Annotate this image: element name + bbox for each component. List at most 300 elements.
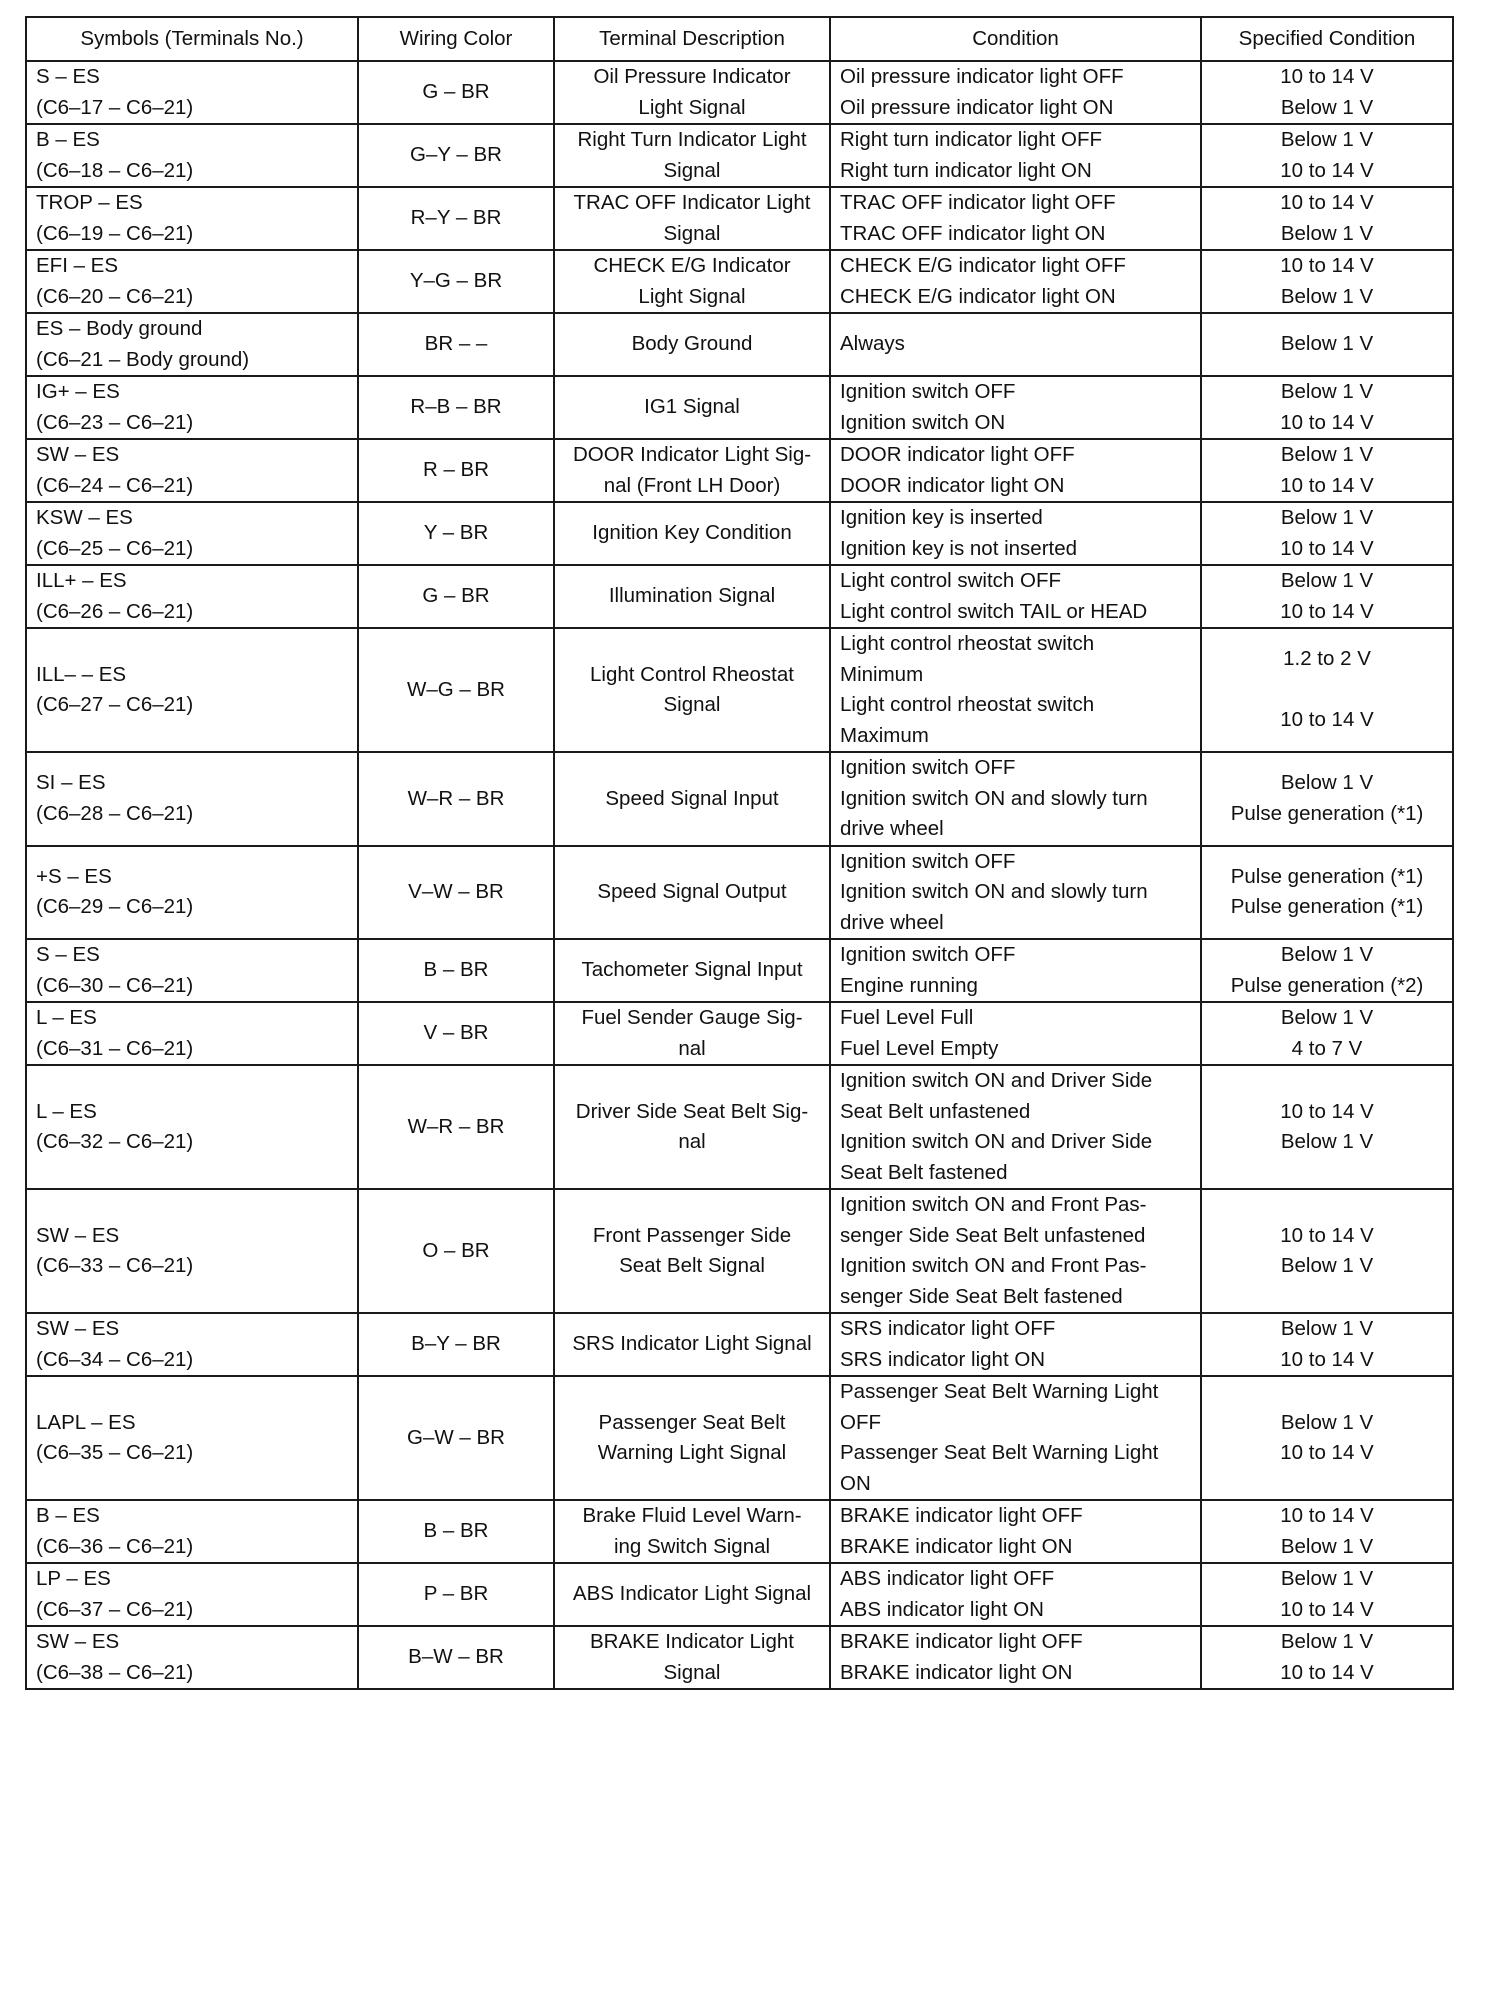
specified-condition (1201, 376, 1453, 439)
terminal-description-line: DOOR Indicator Light Sig- (572, 443, 812, 466)
specified-condition-line: Below 1 V (1280, 569, 1374, 592)
specified-condition-line: 10 to 14 V (1280, 1347, 1374, 1371)
wiring-color: V – BR (358, 1002, 554, 1065)
condition-line: BRAKE indicator light OFF (840, 1630, 1083, 1653)
table-row (26, 313, 1453, 376)
terminal-description-line: Signal (663, 221, 721, 245)
condition (830, 187, 1201, 250)
condition-line: Ignition switch ON and Driver Side (840, 1069, 1153, 1092)
terminal-symbol-line: SW – ES (36, 1630, 120, 1653)
terminal-symbol-line: (C6–26 – C6–21) (36, 599, 194, 623)
wiring-color: BR – – (358, 313, 554, 376)
specified-condition (1201, 1002, 1453, 1065)
terminal-description-line: nal (678, 1036, 706, 1060)
specified-condition (1201, 313, 1453, 376)
condition-line: senger Side Seat Belt unfastened (840, 1223, 1146, 1247)
terminal-description-line: Fuel Sender Gauge Sig- (581, 1006, 803, 1029)
condition (830, 1500, 1201, 1563)
specified-condition-line: 10 to 14 V (1280, 191, 1374, 214)
specified-condition-line: 10 to 14 V (1280, 1597, 1374, 1621)
condition (830, 439, 1201, 502)
condition-line: Oil pressure indicator light ON (840, 95, 1114, 119)
table-row (26, 439, 1453, 502)
terminal-symbol (26, 1189, 358, 1313)
terminal-symbol-line: (C6–30 – C6–21) (36, 973, 194, 997)
terminal-symbol (26, 376, 358, 439)
terminal-symbol (26, 1002, 358, 1065)
table-row (26, 1500, 1453, 1563)
condition-line: Ignition switch OFF (840, 849, 1016, 873)
terminal-description (554, 565, 830, 628)
terminal-description (554, 439, 830, 502)
condition-line: Light control rheostat switch (840, 693, 1095, 716)
condition-line: Ignition switch ON and Front Pas- (840, 1193, 1147, 1216)
table-row (26, 1563, 1453, 1626)
condition-line: Right turn indicator light ON (840, 158, 1092, 182)
condition-line: Ignition key is not inserted (840, 536, 1078, 560)
condition (830, 752, 1201, 846)
table-row (26, 1626, 1453, 1689)
specified-condition-line: 10 to 14 V (1280, 158, 1374, 182)
wiring-color: V–W – BR (358, 846, 554, 940)
specified-condition-line: Below 1 V (1280, 128, 1374, 151)
terminal-symbol-line: (C6–24 – C6–21) (36, 473, 194, 497)
terminal-description-line: Speed Signal Input (605, 786, 779, 810)
condition-line: Fuel Level Empty (840, 1036, 999, 1060)
specified-condition-line: Below 1 V (1280, 1410, 1374, 1434)
terminal-description (554, 1500, 830, 1563)
terminal-symbol-line: KSW – ES (36, 506, 133, 529)
terminal-description-line: Body Ground (631, 332, 753, 356)
specified-condition (1201, 439, 1453, 502)
wiring-color: O – BR (358, 1189, 554, 1313)
terminal-description-line: Illumination Signal (608, 584, 776, 608)
table-row (26, 752, 1453, 846)
terminal-description (554, 1002, 830, 1065)
condition-line: Maximum (840, 723, 929, 747)
condition (830, 1313, 1201, 1376)
table-row (26, 187, 1453, 250)
condition-line: Oil pressure indicator light OFF (840, 65, 1124, 88)
terminal-symbol (26, 1313, 358, 1376)
terminal-symbol-line: L – ES (36, 1006, 97, 1029)
condition (830, 628, 1201, 752)
header-symbols: Symbols (Terminals No.) (26, 17, 358, 61)
specified-condition (1201, 939, 1453, 1002)
condition (830, 846, 1201, 940)
wiring-color: G–Y – BR (358, 124, 554, 187)
terminal-description-line: nal (678, 1130, 706, 1153)
terminal-description-line: Speed Signal Output (597, 880, 787, 903)
wiring-color: R–B – BR (358, 376, 554, 439)
terminal-description (554, 1313, 830, 1376)
table-row (26, 565, 1453, 628)
specified-condition (1201, 1313, 1453, 1376)
condition-line: Light control switch OFF (840, 569, 1062, 592)
table-row (26, 61, 1453, 124)
terminal-symbol (26, 1065, 358, 1189)
specified-condition (1201, 1065, 1453, 1189)
specified-condition-line: Below 1 V (1280, 506, 1374, 529)
table-row (26, 628, 1453, 752)
table-row (26, 502, 1453, 565)
specified-condition-line: 10 to 14 V (1280, 65, 1374, 88)
terminal-description (554, 752, 830, 846)
terminal-description (554, 1065, 830, 1189)
terminal-description-line: BRAKE Indicator Light (590, 1630, 794, 1653)
terminal-description-line: Warning Light Signal (597, 1441, 787, 1464)
terminal-description-line: Light Signal (638, 95, 746, 119)
terminal-symbol-line: (C6–37 – C6–21) (36, 1597, 194, 1621)
condition (830, 502, 1201, 565)
specified-condition-line: Below 1 V (1280, 443, 1374, 466)
terminal-symbol-line: S – ES (36, 65, 100, 88)
terminal-symbol-line: (C6–18 – C6–21) (36, 158, 194, 182)
condition-line: Engine running (840, 973, 978, 997)
wiring-color: Y–G – BR (358, 250, 554, 313)
terminal-symbol-line: ILL– – ES (36, 662, 127, 686)
condition (830, 313, 1201, 376)
specified-condition-line: 10 to 14 V (1280, 599, 1374, 623)
specified-condition-line: 1.2 to 2 V (1283, 647, 1371, 671)
condition (830, 1626, 1201, 1689)
terminal-description (554, 124, 830, 187)
terminal-symbol (26, 250, 358, 313)
terminal-symbol-line: TROP – ES (36, 191, 143, 214)
terminal-symbol-line: (C6–33 – C6–21) (36, 1254, 194, 1277)
specified-condition (1201, 1563, 1453, 1626)
terminal-description (554, 939, 830, 1002)
terminal-symbol (26, 939, 358, 1002)
terminal-symbol-line: (C6–19 – C6–21) (36, 221, 194, 245)
condition (830, 1002, 1201, 1065)
condition-line: Ignition switch OFF (840, 380, 1016, 403)
specified-condition (1201, 1376, 1453, 1500)
terminal-symbol-line: SW – ES (36, 1317, 120, 1340)
terminal-description-line: CHECK E/G Indicator (593, 254, 791, 277)
terminal-description-line: Ignition Key Condition (592, 521, 792, 545)
table-row (26, 1189, 1453, 1313)
specified-condition (1201, 1189, 1453, 1313)
terminal-description-line: Brake Fluid Level Warn- (582, 1504, 802, 1527)
specified-condition-line: Below 1 V (1280, 1534, 1374, 1558)
specified-condition-line: Below 1 V (1280, 771, 1374, 795)
terminal-symbol (26, 1500, 358, 1563)
terminal-symbol-line: L – ES (36, 1099, 97, 1123)
terminal-description-line: Passenger Seat Belt (598, 1410, 786, 1434)
condition-line: Ignition key is inserted (840, 506, 1043, 529)
condition-line: Light control switch TAIL or HEAD (840, 599, 1148, 623)
terminal-symbol-line: (C6–23 – C6–21) (36, 410, 194, 434)
terminal-description-line: nal (Front LH Door) (603, 473, 781, 497)
condition-line: Minimum (840, 662, 924, 686)
specified-condition-line: 10 to 14 V (1280, 1223, 1374, 1247)
condition-line: Fuel Level Full (840, 1006, 974, 1029)
terminal-description-line: Seat Belt Signal (619, 1254, 765, 1277)
condition-line: TRAC OFF indicator light ON (840, 221, 1106, 245)
wiring-color: P – BR (358, 1563, 554, 1626)
condition-line: Always (840, 332, 905, 356)
header-wiring-color: Wiring Color (358, 17, 554, 61)
specified-condition-line: Below 1 V (1280, 380, 1374, 403)
terminal-symbol-line: B – ES (36, 1504, 100, 1527)
condition-line: ABS indicator light OFF (840, 1567, 1055, 1590)
terminal-symbol-line: LAPL – ES (36, 1410, 136, 1434)
terminal-description-line: Oil Pressure Indicator (593, 65, 791, 88)
specified-condition-line: 10 to 14 V (1280, 1441, 1374, 1464)
terminal-symbol-line: (C6–28 – C6–21) (36, 801, 194, 825)
terminal-symbol-line: (C6–35 – C6–21) (36, 1441, 194, 1464)
condition-line: SRS indicator light ON (840, 1347, 1046, 1371)
terminal-symbol-line: ES – Body ground (36, 317, 203, 340)
condition-line: BRAKE indicator light ON (840, 1660, 1073, 1684)
specified-condition-line: Below 1 V (1280, 1254, 1374, 1277)
specified-condition-line: Below 1 V (1280, 1130, 1374, 1153)
terminal-description-line: Driver Side Seat Belt Sig- (575, 1099, 809, 1123)
terminal-symbol-line: (C6–38 – C6–21) (36, 1660, 194, 1684)
condition (830, 565, 1201, 628)
specified-condition (1201, 124, 1453, 187)
condition-line: TRAC OFF indicator light OFF (840, 191, 1116, 214)
wiring-color: B–Y – BR (358, 1313, 554, 1376)
terminal-symbol-line: SW – ES (36, 1223, 120, 1247)
terminal-symbol-line: +S – ES (36, 864, 112, 888)
terminal-description-line: Right Turn Indicator Light (577, 128, 807, 151)
condition (830, 1563, 1201, 1626)
table-row (26, 939, 1453, 1002)
specified-condition (1201, 187, 1453, 250)
terminal-description-line: Tachometer Signal Input (581, 958, 803, 982)
terminal-description (554, 1376, 830, 1500)
terminal-symbol-line: IG+ – ES (36, 380, 120, 403)
wiring-color: G – BR (358, 61, 554, 124)
header-terminal-description: Terminal Description (554, 17, 830, 61)
wiring-color: W–R – BR (358, 752, 554, 846)
terminal-description-line: ABS Indicator Light Signal (572, 1582, 812, 1606)
terminal-description (554, 313, 830, 376)
terminal-symbol-line: EFI – ES (36, 254, 119, 277)
condition (830, 1065, 1201, 1189)
specified-condition (1201, 1626, 1453, 1689)
condition (830, 1189, 1201, 1313)
condition-line: Ignition switch OFF (840, 943, 1016, 966)
condition-line: Ignition switch ON and slowly turn (840, 880, 1148, 903)
condition (830, 61, 1201, 124)
specified-condition-line: 10 to 14 V (1280, 410, 1374, 434)
specified-condition-line: 10 to 14 V (1280, 254, 1374, 277)
specified-condition-line: Pulse generation (*1) (1230, 895, 1424, 919)
specified-condition-line (1211, 675, 1443, 706)
specified-condition-line: 10 to 14 V (1280, 1504, 1374, 1527)
terminal-description-line: Signal (663, 693, 721, 716)
specified-condition-line: Pulse generation (*1) (1230, 801, 1424, 825)
terminal-symbol-line: LP – ES (36, 1567, 111, 1590)
condition-line: Ignition switch ON and slowly turn (840, 786, 1148, 810)
condition-line: SRS indicator light OFF (840, 1317, 1056, 1340)
terminal-symbol-line: (C6–29 – C6–21) (36, 895, 194, 919)
condition-line: Seat Belt fastened (840, 1160, 1008, 1184)
table-row (26, 846, 1453, 940)
header-condition: Condition (830, 17, 1201, 61)
terminal-description-line: SRS Indicator Light Signal (572, 1332, 812, 1356)
condition-line: drive wheel (840, 910, 944, 934)
terminal-symbol-line: SI – ES (36, 771, 106, 795)
specified-condition (1201, 846, 1453, 940)
terminal-description (554, 376, 830, 439)
wiring-color: B – BR (358, 1500, 554, 1563)
terminal-description-line: TRAC OFF Indicator Light (573, 191, 811, 214)
terminal-description (554, 1189, 830, 1313)
table-row (26, 124, 1453, 187)
specified-condition (1201, 565, 1453, 628)
wiring-color: B – BR (358, 939, 554, 1002)
specified-condition-line: 10 to 14 V (1280, 1099, 1374, 1123)
terminal-symbol-line: (C6–25 – C6–21) (36, 536, 194, 560)
table-header-row (26, 17, 1453, 61)
terminal-symbol-line: (C6–20 – C6–21) (36, 284, 194, 308)
specified-condition (1201, 502, 1453, 565)
condition-line: ABS indicator light ON (840, 1597, 1044, 1621)
specified-condition (1201, 628, 1453, 752)
specified-condition (1201, 250, 1453, 313)
terminal-symbol (26, 439, 358, 502)
table-row (26, 1376, 1453, 1500)
terminal-symbol (26, 565, 358, 628)
terminal-description (554, 1626, 830, 1689)
condition-line: BRAKE indicator light ON (840, 1534, 1073, 1558)
wiring-color: G–W – BR (358, 1376, 554, 1500)
condition-line: CHECK E/G indicator light OFF (840, 254, 1126, 277)
specified-condition-line: Below 1 V (1280, 1006, 1374, 1029)
terminal-symbol-line: S – ES (36, 943, 100, 966)
terminal-symbol-line: (C6–36 – C6–21) (36, 1534, 194, 1558)
terminal-description-line: Signal (663, 158, 721, 182)
specified-condition (1201, 61, 1453, 124)
condition-line: DOOR indicator light ON (840, 473, 1065, 497)
condition-line: Seat Belt unfastened (840, 1099, 1031, 1123)
condition (830, 124, 1201, 187)
terminal-symbol (26, 1376, 358, 1500)
terminal-description (554, 846, 830, 940)
specified-condition-line: Below 1 V (1280, 221, 1374, 245)
condition-line: Ignition switch ON (840, 410, 1006, 434)
specified-condition-line: Below 1 V (1280, 284, 1374, 308)
condition-line: DOOR indicator light OFF (840, 443, 1075, 466)
terminal-symbol-line: (C6–27 – C6–21) (36, 693, 194, 716)
condition-line: Ignition switch ON and Front Pas- (840, 1254, 1147, 1277)
wiring-color: B–W – BR (358, 1626, 554, 1689)
terminal-symbol-line: B – ES (36, 128, 100, 151)
terminal-symbol (26, 502, 358, 565)
specified-condition-line: 10 to 14 V (1280, 708, 1374, 732)
specified-condition-line: 4 to 7 V (1291, 1036, 1363, 1060)
condition-line: Ignition switch OFF (840, 756, 1016, 779)
terminal-description (554, 502, 830, 565)
terminal-description-line: Front Passenger Side (592, 1223, 792, 1247)
condition-line: Light control rheostat switch (840, 632, 1095, 655)
terminal-symbol-line: (C6–17 – C6–21) (36, 95, 194, 119)
wiring-color: W–R – BR (358, 1065, 554, 1189)
condition (830, 1376, 1201, 1500)
table-row (26, 1313, 1453, 1376)
table-row (26, 376, 1453, 439)
condition-line: Passenger Seat Belt Warning Light (840, 1441, 1159, 1464)
terminal-symbol-line: SW – ES (36, 443, 120, 466)
terminal-symbol-line: (C6–21 – Body ground) (36, 347, 250, 371)
specified-condition-line: Pulse generation (*2) (1230, 973, 1424, 997)
terminal-description-line: Light Signal (638, 284, 746, 308)
terminal-description (554, 250, 830, 313)
specified-condition-line: Pulse generation (*1) (1230, 864, 1424, 888)
specified-condition-line: Below 1 V (1280, 1567, 1374, 1590)
terminal-symbol (26, 124, 358, 187)
terminal-symbol (26, 628, 358, 752)
specified-condition (1201, 752, 1453, 846)
terminal-description (554, 187, 830, 250)
table-row (26, 1065, 1453, 1189)
wiring-color: R – BR (358, 439, 554, 502)
condition (830, 250, 1201, 313)
condition-line: OFF (840, 1410, 881, 1434)
condition-line: ON (840, 1471, 871, 1495)
terminal-symbol (26, 752, 358, 846)
specified-condition-line: Below 1 V (1280, 332, 1374, 356)
table-row (26, 1002, 1453, 1065)
terminal-description-line: Light Control Rheostat (590, 662, 794, 686)
specified-condition-line: 10 to 14 V (1280, 536, 1374, 560)
condition-line: senger Side Seat Belt fastened (840, 1284, 1123, 1308)
table-row (26, 250, 1453, 313)
terminal-description-line: IG1 Signal (644, 395, 740, 419)
terminal-description (554, 1563, 830, 1626)
terminal-description (554, 628, 830, 752)
condition-line: BRAKE indicator light OFF (840, 1504, 1083, 1527)
terminal-symbol-line: ILL+ – ES (36, 569, 127, 592)
wiring-color: G – BR (358, 565, 554, 628)
wiring-color: Y – BR (358, 502, 554, 565)
terminal-symbol-line: (C6–32 – C6–21) (36, 1130, 194, 1153)
terminal-description-line: ing Switch Signal (613, 1534, 771, 1558)
terminal-symbol (26, 61, 358, 124)
terminal-symbol (26, 187, 358, 250)
condition-line: CHECK E/G indicator light ON (840, 284, 1116, 308)
specified-condition-line: 10 to 14 V (1280, 473, 1374, 497)
terminal-description-line: Signal (663, 1660, 721, 1684)
specified-condition-line: 10 to 14 V (1280, 1660, 1374, 1684)
specified-condition (1201, 1500, 1453, 1563)
specified-condition-line: Below 1 V (1280, 95, 1374, 119)
terminal-symbol-line: (C6–34 – C6–21) (36, 1347, 194, 1371)
terminal-symbol-line: (C6–31 – C6–21) (36, 1036, 194, 1060)
condition (830, 939, 1201, 1002)
condition-line: Ignition switch ON and Driver Side (840, 1130, 1153, 1153)
condition-line: Right turn indicator light OFF (840, 128, 1103, 151)
condition (830, 376, 1201, 439)
specified-condition-line: Below 1 V (1280, 1317, 1374, 1340)
wiring-color: R–Y – BR (358, 187, 554, 250)
condition-line: drive wheel (840, 817, 944, 840)
terminal-description (554, 61, 830, 124)
specified-condition-line: Below 1 V (1280, 943, 1374, 966)
terminal-symbol (26, 846, 358, 940)
specified-condition-line: Below 1 V (1280, 1630, 1374, 1653)
terminal-inspection-table (25, 16, 1454, 1690)
terminal-symbol (26, 1626, 358, 1689)
terminal-symbol (26, 313, 358, 376)
header-specified-condition: Specified Condition (1201, 17, 1453, 61)
terminal-symbol (26, 1563, 358, 1626)
table-body (26, 61, 1453, 1689)
